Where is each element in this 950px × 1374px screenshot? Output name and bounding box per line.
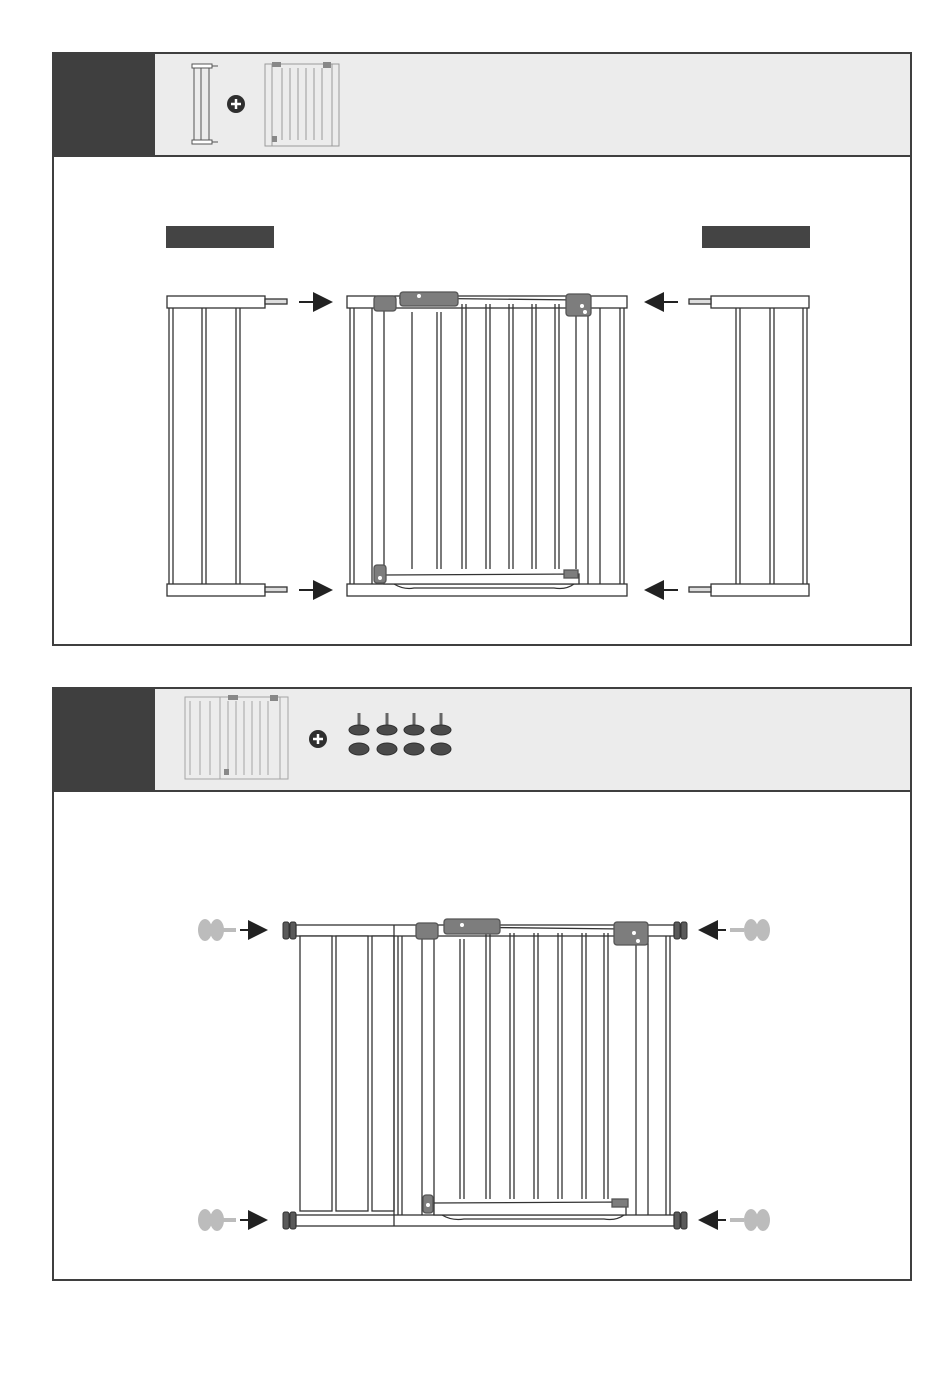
step-panel-2 xyxy=(52,687,912,1281)
step-2-diagram xyxy=(54,689,914,1283)
spindle-ghosts xyxy=(198,919,770,1231)
extended-gate xyxy=(296,919,674,1226)
left-extension-panel xyxy=(167,296,287,596)
step-1-diagram xyxy=(54,54,914,648)
spindle-ghost-top-right xyxy=(730,919,770,941)
spindle-ghost-bottom-left xyxy=(198,1209,236,1231)
spindle-ghost-top-left xyxy=(198,919,236,941)
right-extension-panel xyxy=(689,296,809,596)
step-panel-1 xyxy=(52,52,912,646)
spindle-ghost-bottom-right xyxy=(730,1209,770,1231)
insert-arrows xyxy=(299,302,678,590)
gate xyxy=(347,292,627,596)
